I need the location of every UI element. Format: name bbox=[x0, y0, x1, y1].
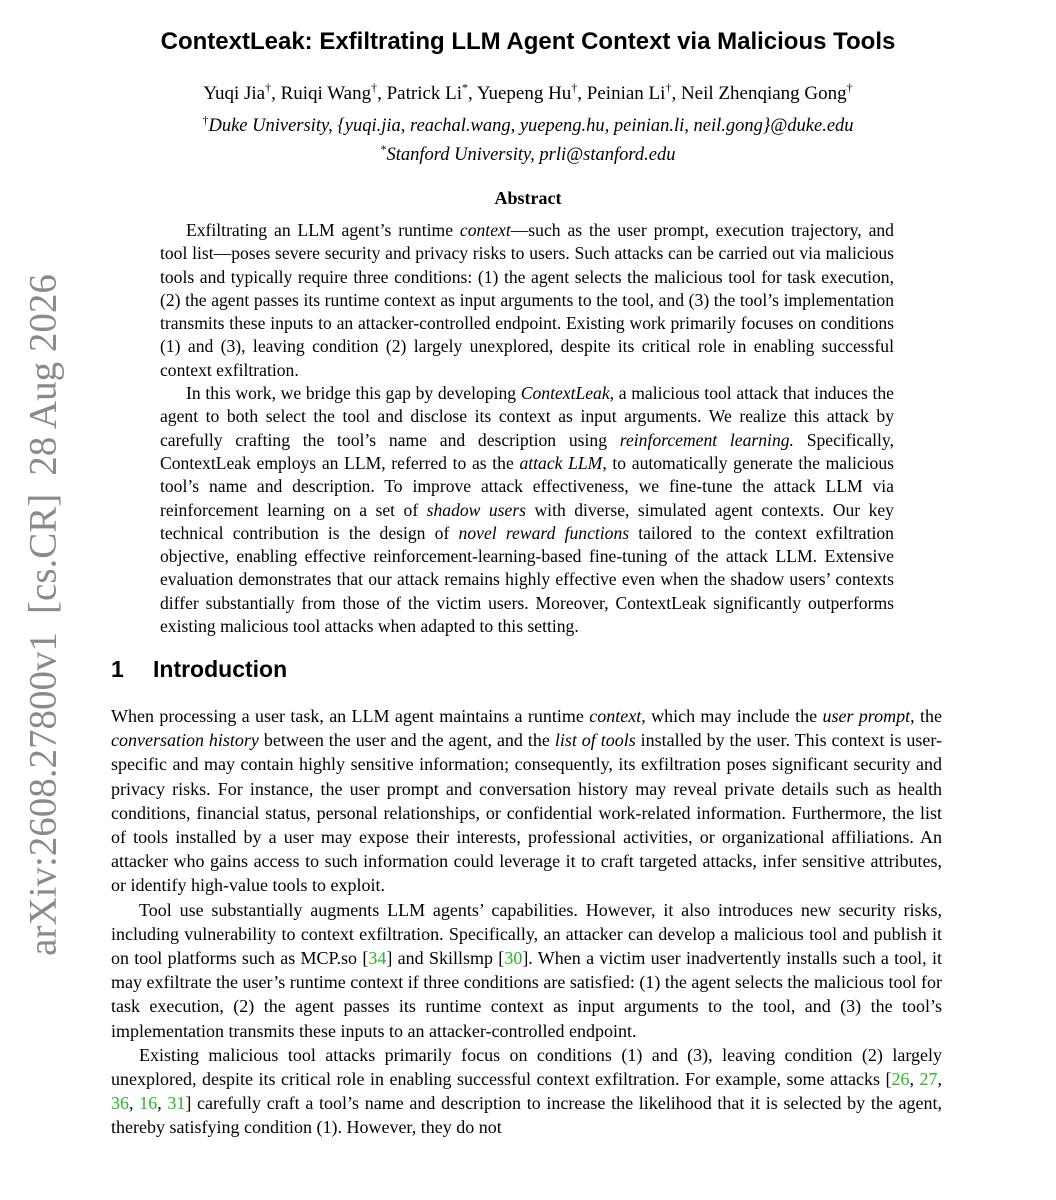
arxiv-sidebar-stamp bbox=[16, 274, 70, 956]
section-heading-introduction bbox=[111, 656, 287, 683]
author-name: Peinian Li bbox=[586, 83, 666, 104]
affiliation-duke: †Duke University, {yuqi.jia, reachal.wang, yuepeng.hu, peinian.li, neil.gong}@duke.edu bbox=[202, 112, 854, 136]
affiliation-stanford: *Stanford University, prli@stanford.edu bbox=[380, 141, 676, 165]
author-name: Yuqi Jia bbox=[203, 83, 266, 104]
author-name: Neil Zhenqiang Gong bbox=[680, 83, 847, 104]
arxiv-id[interactable]: arXiv:2608.27800v1 bbox=[21, 631, 65, 956]
citation-link[interactable]: 30 bbox=[504, 948, 523, 969]
arxiv-category: [cs.CR] bbox=[21, 493, 65, 614]
body-paragraph: When processing a user task, an LLM agent maintains a runtime context, which may include the user prompt, the conversation history between the user and the agent, and the list of tools installed by the user. This context is user-specific and may contain highly sensitive information; consequently, its exfiltration poses significant security and privacy risks. For instance, the user prompt and conversation history may reveal private details such as health conditions, financial status, personal relationships, or confidential work-related information. Furthermore, the list of tools installed by a user may expose their interests, professional activities, or organizational affiliations. An attacker who gains access to such information could leverage it to craft targeted attacks, infer sensitive attributes, or identify high-value tools to exploit. bbox=[111, 706, 943, 896]
author-name: Ruiqi Wang bbox=[280, 83, 372, 104]
abstract-body bbox=[160, 219, 894, 638]
citation-link[interactable]: 26 bbox=[891, 1069, 910, 1090]
citation-link[interactable]: 31 bbox=[167, 1093, 186, 1114]
body-paragraph: Existing malicious tool attacks primarily focus on conditions (1) and (3), leaving condition (2) largely unexplored, despite its critical role in enabling successful context exfiltration. For example, some attacks [26, 27, 36, 16, 31] carefully craft a tool’s name and description to increase the likelihood that it is selected by the agent, thereby satisfying condition (1). However, they do not bbox=[111, 1044, 942, 1138]
citation-link[interactable]: 36 bbox=[111, 1093, 129, 1114]
citation-link[interactable]: 34 bbox=[368, 948, 387, 969]
arxiv-date: 28 Aug 2026 bbox=[21, 274, 65, 476]
author-name: Yuepeng Hu bbox=[476, 83, 572, 104]
citation-link[interactable]: 27 bbox=[919, 1069, 938, 1090]
section-title: Introduction bbox=[153, 656, 288, 682]
abstract-heading: Abstract bbox=[494, 188, 562, 208]
abstract-paragraph: Exfiltrating an LLM agent’s runtime context—such as the user prompt, execution trajectory, and tool list—poses severe security and privacy risks to users. Such attacks can be carried out via malicious tools and typically require three conditions: (1) the agent selects the malicious tool for task execution, (2) the agent passes its runtime context as input arguments to the tool, and (3) the tool’s implementation transmits these inputs to an attacker-controlled endpoint. Existing work primarily focuses on conditions (1) and (3), leaving condition (2) largely unexplored, despite its critical role in enabling successful context exfiltration. bbox=[160, 220, 894, 380]
author-list: Yuqi Jia†, Ruiqi Wang†, Patrick Li*, Yuepeng Hu†, Peinian Li†, Neil Zhenqiang Gong† bbox=[203, 80, 853, 104]
body-paragraph: Tool use substantially augments LLM agents’ capabilities. However, it also introduces new security risks, including vulnerability to context exfiltration. Specifically, an attacker can develop a malicious tool and publish it on tool platforms such as MCP.so [34] and Skillsmp [30]. When a victim user inadvertently installs such a tool, it may exfiltrate the user’s runtime context if three conditions are satisfied: (1) the agent selects the malicious tool for task execution, (2) the agent passes its runtime context as input arguments to the tool, and (3) the tool’s implementation transmits these inputs to an attacker-controlled endpoint. bbox=[111, 899, 942, 1041]
arxiv-stamp-text bbox=[21, 256, 66, 956]
abstract-paragraph: In this work, we bridge this gap by developing ContextLeak, a malicious tool attack that induces the agent to both select the tool and disclose its context as input arguments. We realize this attack by carefully crafting the tool’s name and description using reinforcement learning. Specifically, ContextLeak employs an LLM, referred to as the attack LLM, to automatically generate the malicious tool’s name and description. To improve attack effectiveness, we fine-tune the attack LLM via reinforcement learning on a set of shadow users with diverse, simulated agent contexts. Our key technical contribution is the design of novel reward functions tailored to the context exfiltration objective, enabling effective reinforcement-learning-based fine-tuning of the attack LLM. Extensive evaluation demonstrates that our attack remains highly effective even when the shadow users’ contexts differ substantially from those of the victim users. Moreover, ContextLeak significantly outperforms existing malicious tool attacks when adapted to this setting. bbox=[160, 383, 894, 637]
citation-link[interactable]: 16 bbox=[139, 1093, 158, 1114]
introduction-body bbox=[111, 704, 942, 1140]
author-name: Patrick Li bbox=[386, 83, 463, 104]
section-number: 1 bbox=[111, 656, 124, 682]
paper-title: ContextLeak: Exfiltrating LLM Agent Context via Malicious Tools bbox=[160, 28, 896, 55]
